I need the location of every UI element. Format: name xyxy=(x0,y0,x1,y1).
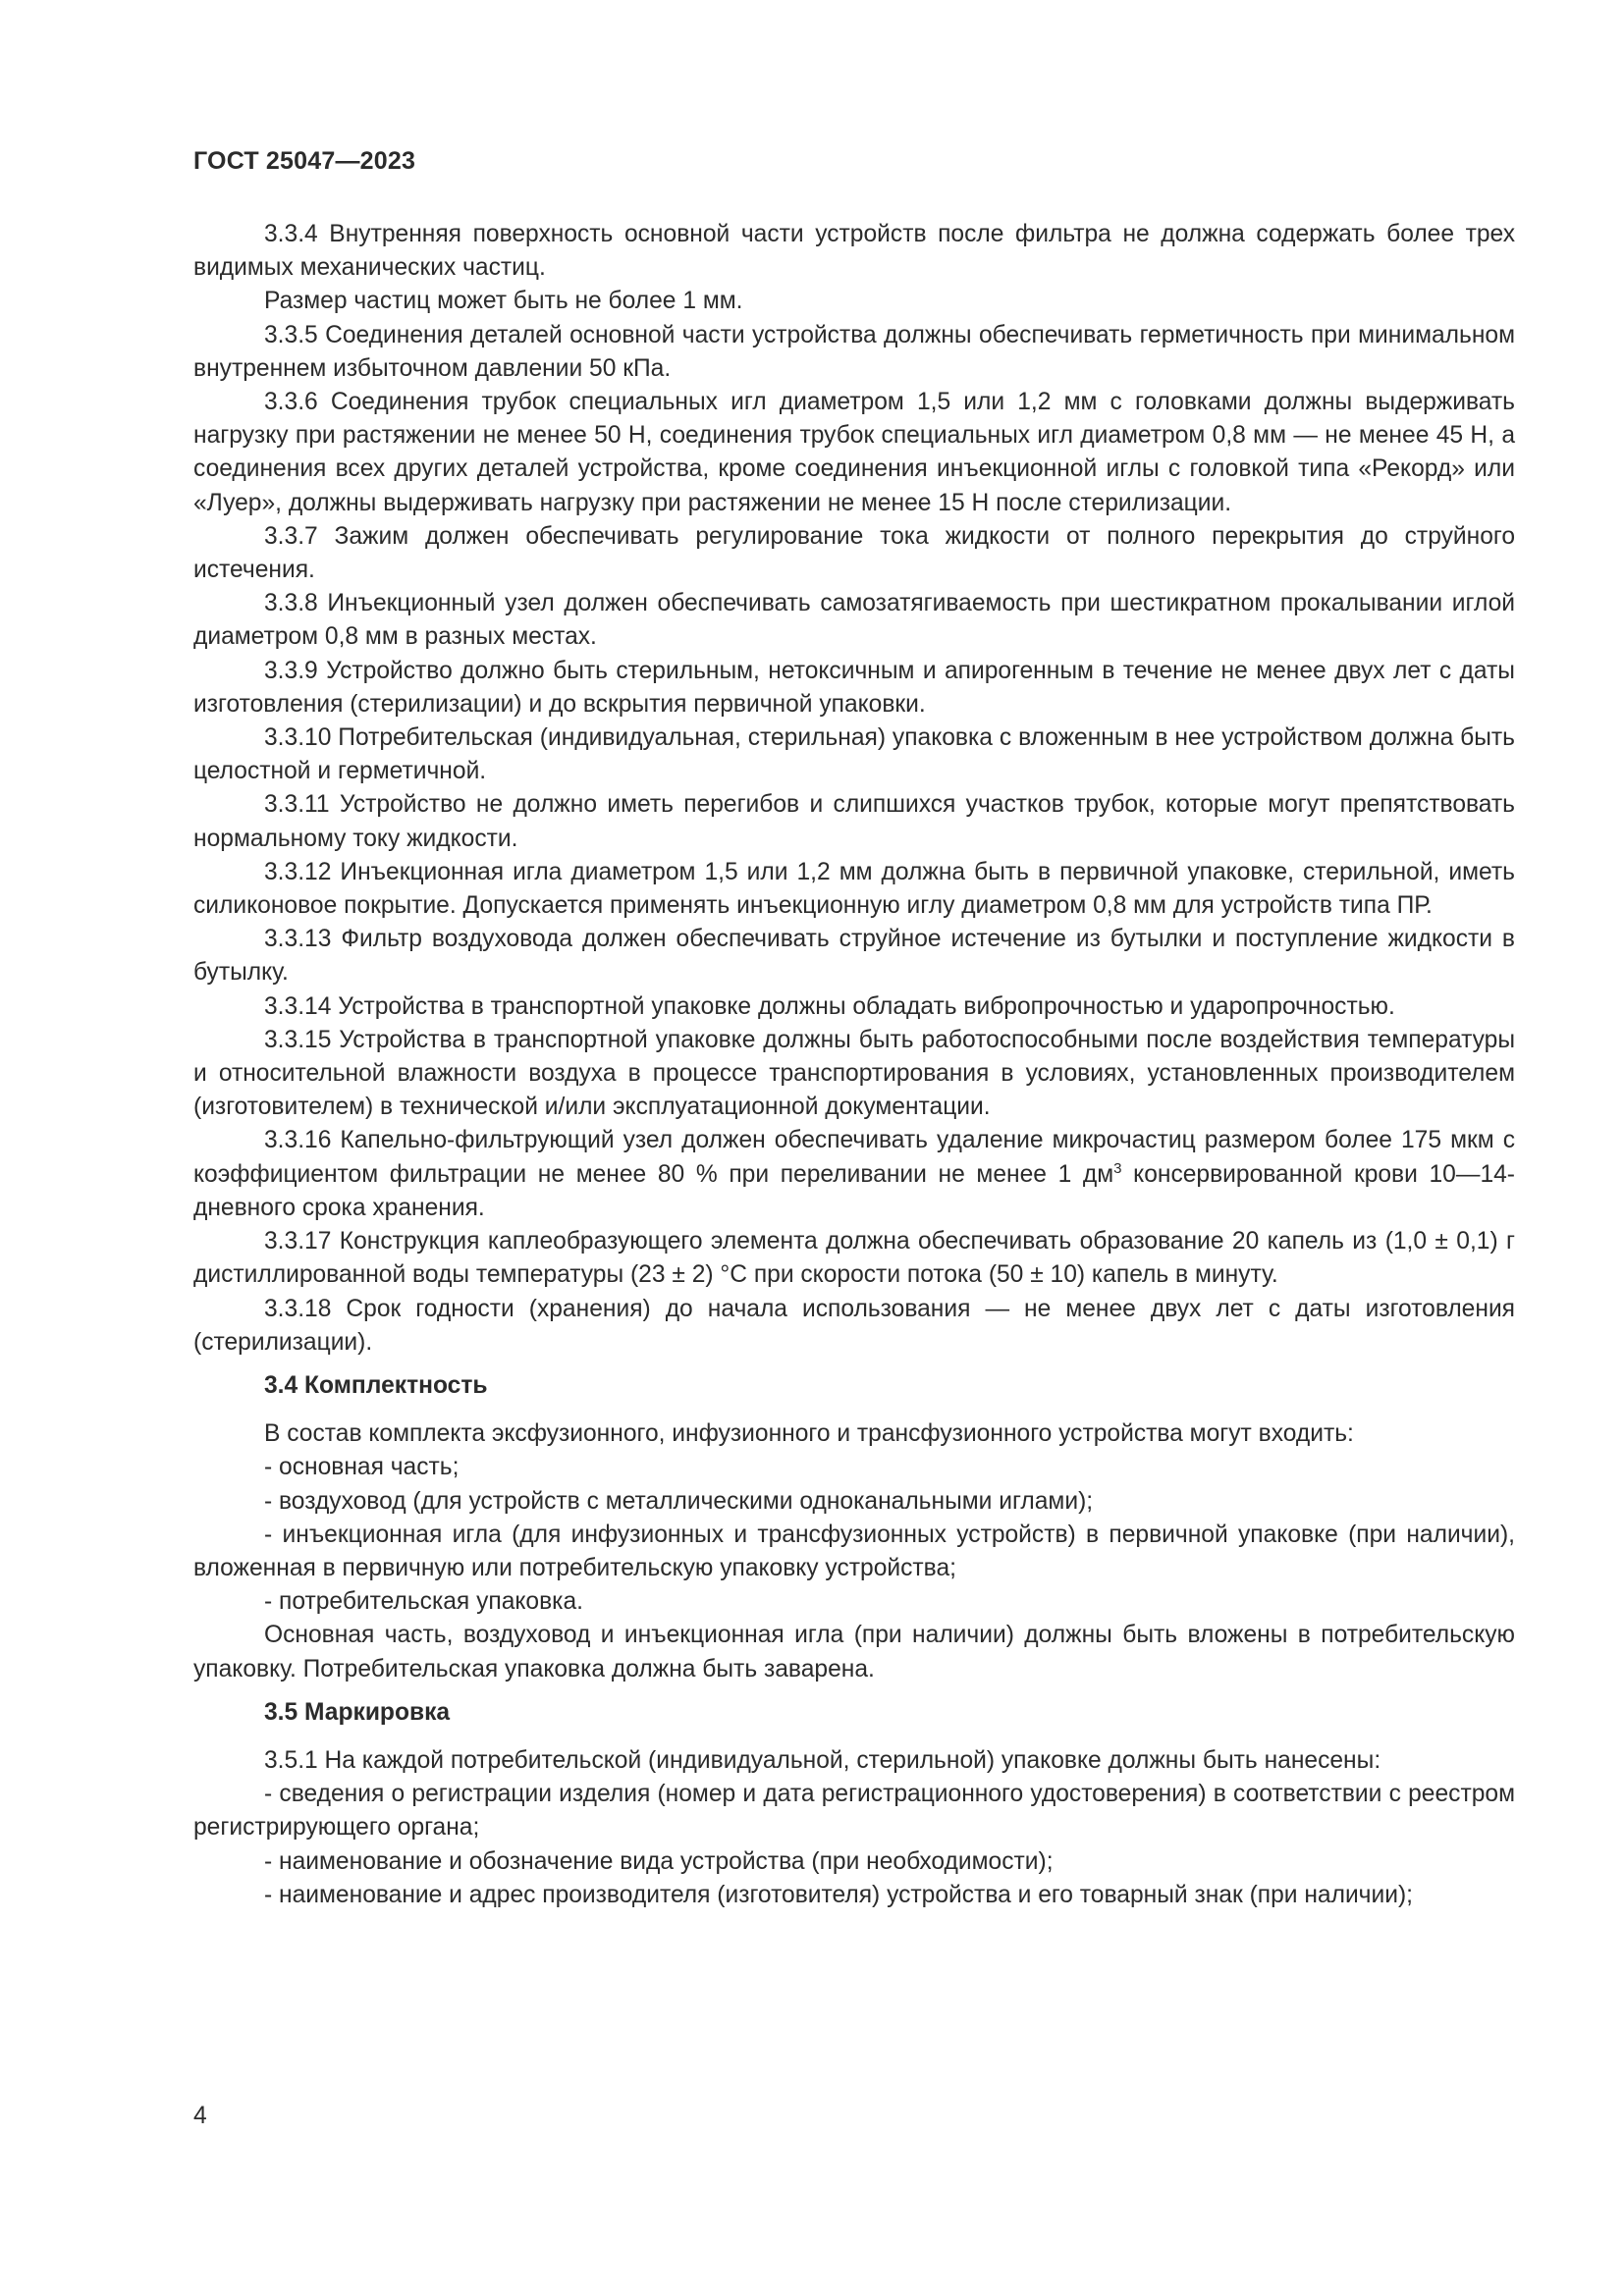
list-item: - наименование и адрес производителя (изготовителя) устройства и его товарный знак (при наличии); xyxy=(264,1881,1413,1908)
list-item: - наименование и обозначение вида устройства (при необходимости); xyxy=(264,1847,1054,1875)
list-item: - воздуховод (для устройств с металлическими одноканальными иглами); xyxy=(264,1487,1094,1515)
paragraph-3-3-12: 3.3.12 Инъекционная игла диаметром 1,5 или 1,2 мм должна быть в первичной упаковке, стерильной, иметь силиконовое покрытие. Допускается применять инъекционную иглу диаметром 0,8 мм для устройств типа ПР. xyxy=(193,858,1515,920)
paragraph-3-3-15: 3.3.15 Устройства в транспортной упаковке должны быть работоспособными после воздействия температуры и относительной влажности воздуха в процессе транспортирования в условиях, установленных производителем (изготовителем) в технической и/или эксплуатационной документации. xyxy=(193,1026,1515,1121)
section-3-4-intro: В состав комплекта эксфузионного, инфузионного и трансфузионного устройства могут входить: xyxy=(264,1420,1354,1448)
page-number: 4 xyxy=(193,2103,207,2129)
document-body xyxy=(193,218,1515,1912)
paragraph-3-3-8: 3.3.8 Инъекционный узел должен обеспечивать самозатягиваемость при шестикратном прокалывании иглой диаметром 0,8 мм в разных местах. xyxy=(193,590,1515,651)
superscript-cubed: 3 xyxy=(1113,1159,1122,1177)
paragraph-3-3-18: 3.3.18 Срок годности (хранения) до начала использования — не менее двух лет с даты изготовления (стерилизации). xyxy=(193,1295,1515,1356)
list-item: - сведения о регистрации изделия (номер и дата регистрационного удостоверения) в соответствии с реестром регистрирующего органа; xyxy=(193,1781,1515,1842)
paragraph-3-3-13: 3.3.13 Фильтр воздуховода должен обеспечивать струйное истечение из бутылки и поступление жидкости в бутылку. xyxy=(193,926,1515,987)
standard-header: ГОСТ 25047—2023 xyxy=(193,147,416,175)
list-item: - основная часть; xyxy=(264,1454,460,1481)
paragraph-3-3-10: 3.3.10 Потребительская (индивидуальная, стерильная) упаковка с вложенным в нее устройством должна быть целостной и герметичной. xyxy=(193,724,1515,785)
paragraph-3-3-4-particle-size: Размер частиц может быть не более 1 мм. xyxy=(264,288,743,315)
paragraph-3-3-14: 3.3.14 Устройства в транспортной упаковке должны обладать вибропрочностью и ударопрочностью. xyxy=(264,992,1395,1020)
paragraph-3-3-6: 3.3.6 Соединения трубок специальных игл диаметром 1,5 или 1,2 мм с головками должны выдерживать нагрузку при растяжении не менее 50 Н, соединения трубок специальных игл диаметром 0,8 мм — не менее 45 Н, а соединения всех других деталей устройства, кроме соединения инъекционной иглы с головкой типа «Рекорд» или «Луер», должны выдерживать нагрузку при растяжении не менее 15 Н после стерилизации. xyxy=(193,389,1515,516)
paragraph-3-3-16 xyxy=(193,1124,1515,1225)
paragraph-3-3-5: 3.3.5 Соединения деталей основной части устройства должны обеспечивать герметичность при минимальном внутреннем избыточном давлении 50 кПа. xyxy=(193,321,1515,382)
paragraph-3-3-17: 3.3.17 Конструкция каплеобразующего элемента должна обеспечивать образование 20 капель из (1,0 ± 0,1) г дистиллированной воды температуры (23 ± 2) °С при скорости потока (50 ± 10) капель в минуту. xyxy=(193,1228,1515,1289)
paragraph-3-3-16-part-b: консервированной крови 10—14-дневного срока хранения. xyxy=(193,1160,1515,1221)
section-heading-3-4: 3.4 Комплектность xyxy=(264,1371,488,1399)
paragraph-3-3-9: 3.3.9 Устройство должно быть стерильным, нетоксичным и апирогенным в течение не менее двух лет с даты изготовления (стерилизации) и до вскрытия первичной упаковки. xyxy=(193,657,1515,718)
section-3-4-closing: Основная часть, воздуховод и инъекционная игла (при наличии) должны быть вложены в потребительскую упаковку. Потребительская упаковка должна быть заварена. xyxy=(193,1622,1515,1682)
section-heading-3-5: 3.5 Маркировка xyxy=(264,1698,451,1726)
paragraph-3-3-11: 3.3.11 Устройство не должно иметь перегибов и слипшихся участков трубок, которые могут препятствовать нормальному току жидкости. xyxy=(193,791,1515,852)
list-item: - потребительская упаковка. xyxy=(264,1588,583,1616)
list-item: - инъекционная игла (для инфузионных и трансфузионных устройств) в первичной упаковке (при наличии), вложенная в первичную или потребительскую упаковку устройства; xyxy=(193,1521,1515,1581)
section-3-5-intro: 3.5.1 На каждой потребительской (индивидуальной, стерильной) упаковке должны быть нанесены: xyxy=(264,1746,1381,1774)
paragraph-3-3-4: 3.3.4 Внутренняя поверхность основной части устройств после фильтра не должна содержать более трех видимых механических частиц. xyxy=(193,221,1515,282)
paragraph-3-3-16-part-a: 3.3.16 Капельно-фильтрующий узел должен обеспечивать удаление микрочастиц размером более 175 мкм с коэффициентом фильтрации не менее 80 % при переливании не менее 1 дм xyxy=(193,1127,1515,1188)
paragraph-3-3-7: 3.3.7 Зажим должен обеспечивать регулирование тока жидкости от полного перекрытия до струйного истечения. xyxy=(193,522,1515,584)
